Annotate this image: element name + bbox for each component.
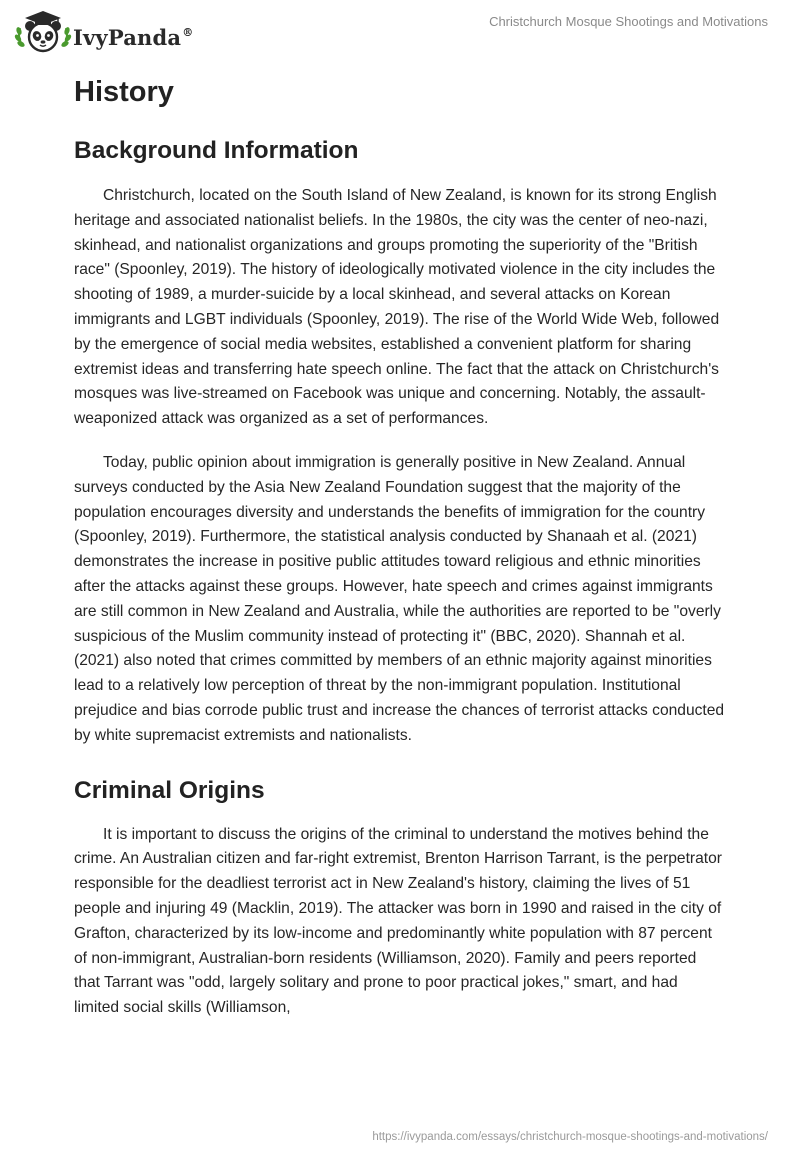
paragraph: Today, public opinion about immigration is generally positive in New Zealand. Annual surveys conducted by the Asia New Zealand Foundation suggest that the majority of the population encourages diversity and understands the benefits of immigration for the country (Spoonley, 2019). Furthermore, the statistical analysis conducted by Shanaah et al. (2021) demonstrates the increase in positive public attitudes toward religious and ethnic minorities after the attacks against these groups. However, hate speech and crimes against immigrants are still common in New Zealand and Australia, while the authorities are reported to be "overly suspicious of the Muslim community instead of protecting it" (BBC, 2020). Shannah et al. (2021) also noted that crimes committed by members of an ethnic majority against minorities lead to a relatively low perception of threat by the non-immigrant population. Institutional prejudice and bias corrode public trust and increase the chances of terrorist attacks conducted by white supremacist extremists and nationalists. — [74, 453, 725, 744]
document-title: Christchurch Mosque Shootings and Motivations — [489, 14, 768, 29]
registered-mark: ® — [182, 26, 194, 39]
essay-content — [74, 70, 726, 1021]
section-heading-history: History — [74, 76, 174, 108]
subheading-background-information: Background Information — [74, 137, 359, 164]
panda-graduate-icon — [14, 8, 72, 56]
page-header — [0, 0, 800, 60]
paragraph: It is important to discuss the origins of the criminal to understand the motives behind the crime. An Australian citizen and far-right extremist, Brenton Harrison Tarrant, is the perpetrator responsible for the deadliest terrorist act in New Zealand's history, claiming the lives of 51 people and injuring 49 (Macklin, 2019). The attacker was born in 1990 and raised in the city of Grafton, characterized by its low-income and predominantly white population with 87 percent of non-immigrant, Australian-born residents (Williamson, 2020). Family and peers reported that Tarrant was "odd, largely solitary and prone to poor practical jokes," smart, and had limited social skills (Williamson, — [74, 825, 722, 1017]
logo-wordmark: IvyPanda® — [73, 25, 194, 50]
page-url-footer[interactable]: https://ivypanda.com/essays/christchurch-mosque-shootings-and-motivations/ — [372, 1131, 768, 1143]
subheading-criminal-origins: Criminal Origins — [74, 776, 265, 804]
paragraph: Christchurch, located on the South Island of New Zealand, is known for its strong English heritage and associated nationalist beliefs. In the 1980s, the city was the center of neo-nazi, skinhead, and nationalist organizations and groups promoting the superiority of the "British race" (Spoonley, 2019). The history of ideologically motivated violence in the city includes the shooting of 1989, a murder-suicide by a local skinhead, and several attacks on Korean immigrants and LGBT individuals (Spoonley, 2019). The rise of the World Wide Web, followed by the emergence of social media websites, established a convenient platform for sharing extremist ideas and transferring hate speech online. The fact that the attack on Christchurch's mosques was live-streamed on Facebook was unique and concerning. Notably, the assault-weaponized attack was organized as a set of performances. — [74, 187, 720, 428]
ivypanda-logo[interactable] — [14, 8, 204, 56]
